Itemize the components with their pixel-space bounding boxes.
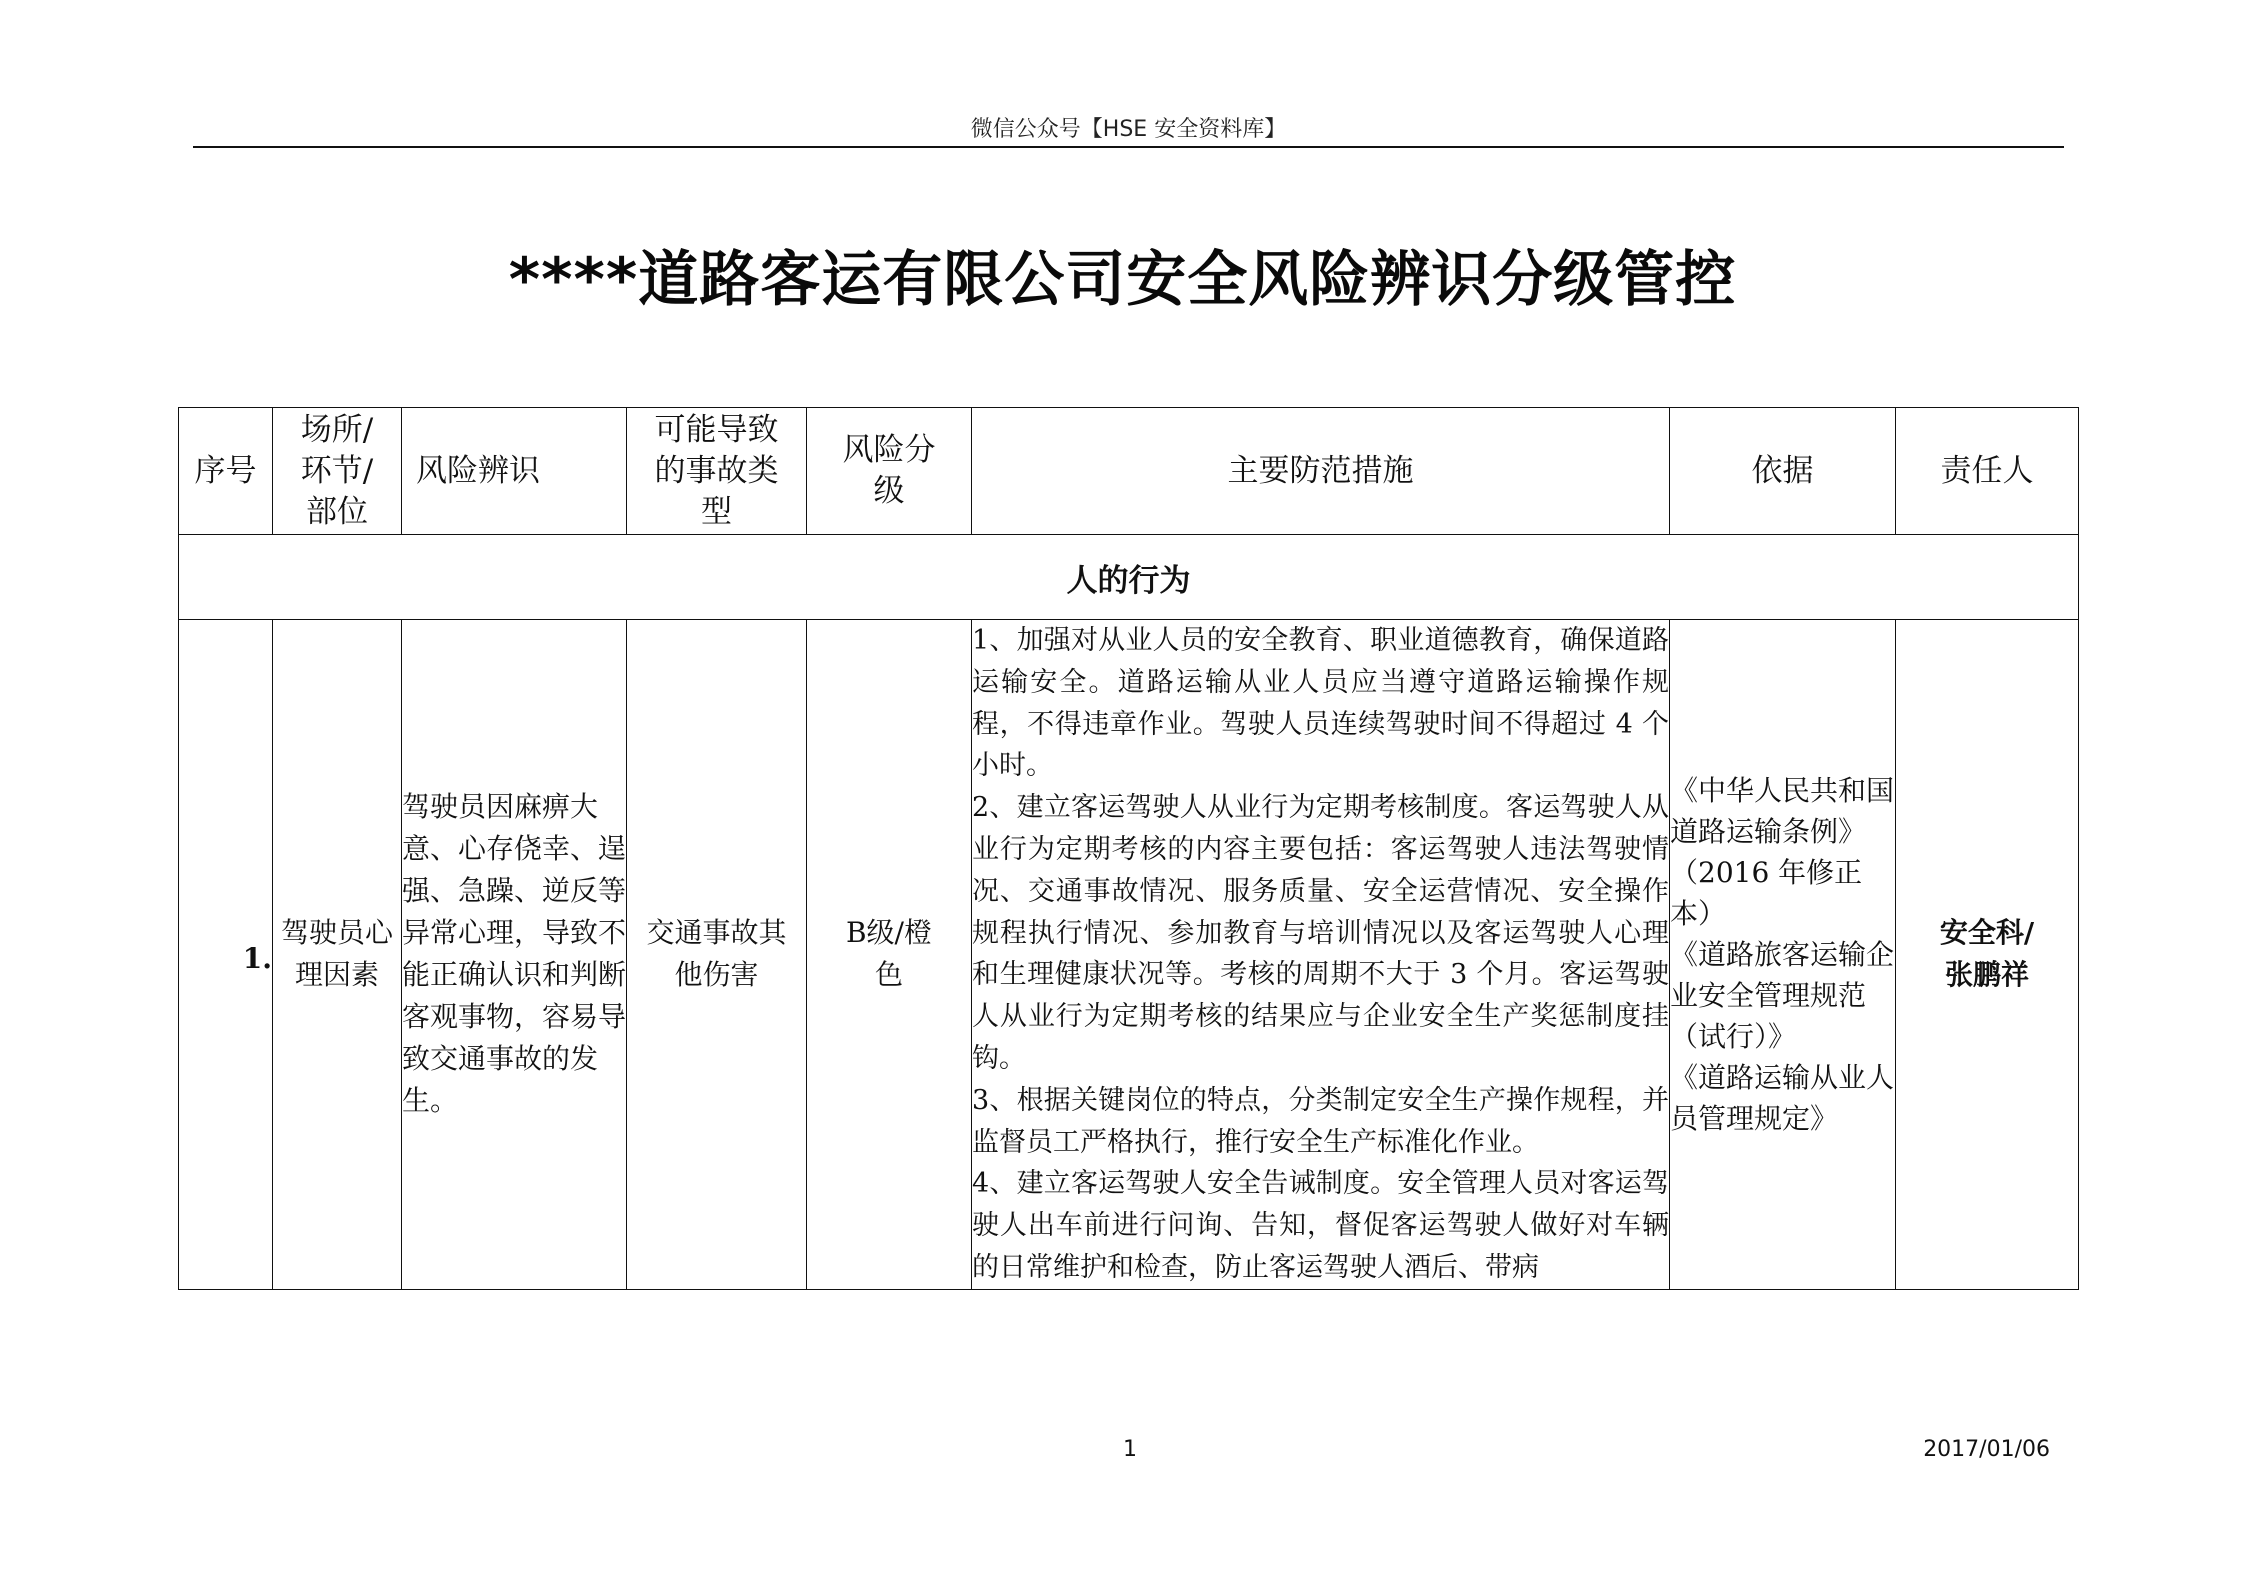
cell-level: B级/橙色 [807,620,972,1290]
cell-accident: 交通事故其他伤害 [627,620,807,1290]
header-rule [193,146,2064,148]
col-header-measures: 主要防范措施 [972,408,1670,535]
measure-item: 3、根据关键岗位的特点，分类制定安全生产操作规程，并监督员工严格执行，推行安全生产标准化作业。 [972,1084,1669,1158]
page-number: 1 [1123,1437,1137,1462]
col-header-level: 风险分级 [807,408,972,535]
measure-item: 4、建立客运驾驶人安全告诫制度。安全管理人员对客运驾驶人出车前进行问询、告知，督促客运驾驶人做好对车辆的日常维护和检查，防止客运驾驶人酒后、带病 [972,1168,1669,1283]
cell-owner: 安全科/张鹏祥 [1896,620,2079,1290]
cell-place: 驾驶员心理因素 [273,620,402,1290]
row-number: 1. [242,942,272,975]
cell-risk: 驾驶员因麻痹大意、心存侥幸、逞强、急躁、逆反等异常心理，导致不能正确认识和判断客观事物，容易导致交通事故的发生。 [402,620,627,1290]
col-header-seq: 序号 [179,408,273,535]
basis-item: 《道路旅客运输企业安全管理规范（试行）》 [1670,937,1895,1053]
col-header-owner: 责任人 [1896,408,2079,535]
cell-measures [972,620,1670,1290]
section-title: 人的行为 [179,535,2079,620]
table-header-row [179,408,2079,535]
measure-item: 1、加强对从业人员的安全教育、职业道德教育，确保道路运输安全。道路运输从业人员应当遵守道路运输操作规程，不得违章作业。驾驶人员连续驾驶时间不得超过 4 个小时。 [972,625,1669,782]
page-header: 微信公众号【HSE 安全资料库】 [970,117,1287,142]
cell-basis [1670,620,1896,1290]
measure-item: 2、建立客运驾驶人从业行为定期考核制度。客运驾驶人从业行为定期考核的内容主要包括：客运驾驶人违法驾驶情况、交通事故情况、服务质量、安全运营情况、安全操作规程执行情况、参加教育与培训情况以及客运驾驶人心理和生理健康状况等。考核的周期不大于 3 个月。客运驾驶人从业行为定期考核的结果应与企业安全生产奖惩制度挂钩。 [972,792,1669,1074]
table-row [179,620,2079,1290]
footer-date: 2017/01/06 [1923,1437,2050,1462]
document-title: ****道路客运有限公司安全风险辨识分级管控 [508,245,1737,315]
col-header-risk: 风险辨识 [402,408,627,535]
col-header-place: 场所/环节/部位 [273,408,402,535]
basis-item: 《道路运输从业人员管理规定》 [1670,1060,1895,1135]
section-row [179,535,2079,620]
cell-seq [179,620,273,1290]
basis-item: 《中华人民共和国道路运输条例》（2016 年修正本） [1670,773,1895,930]
risk-table [178,407,2079,1290]
col-header-basis: 依据 [1670,408,1896,535]
col-header-accident: 可能导致的事故类型 [627,408,807,535]
